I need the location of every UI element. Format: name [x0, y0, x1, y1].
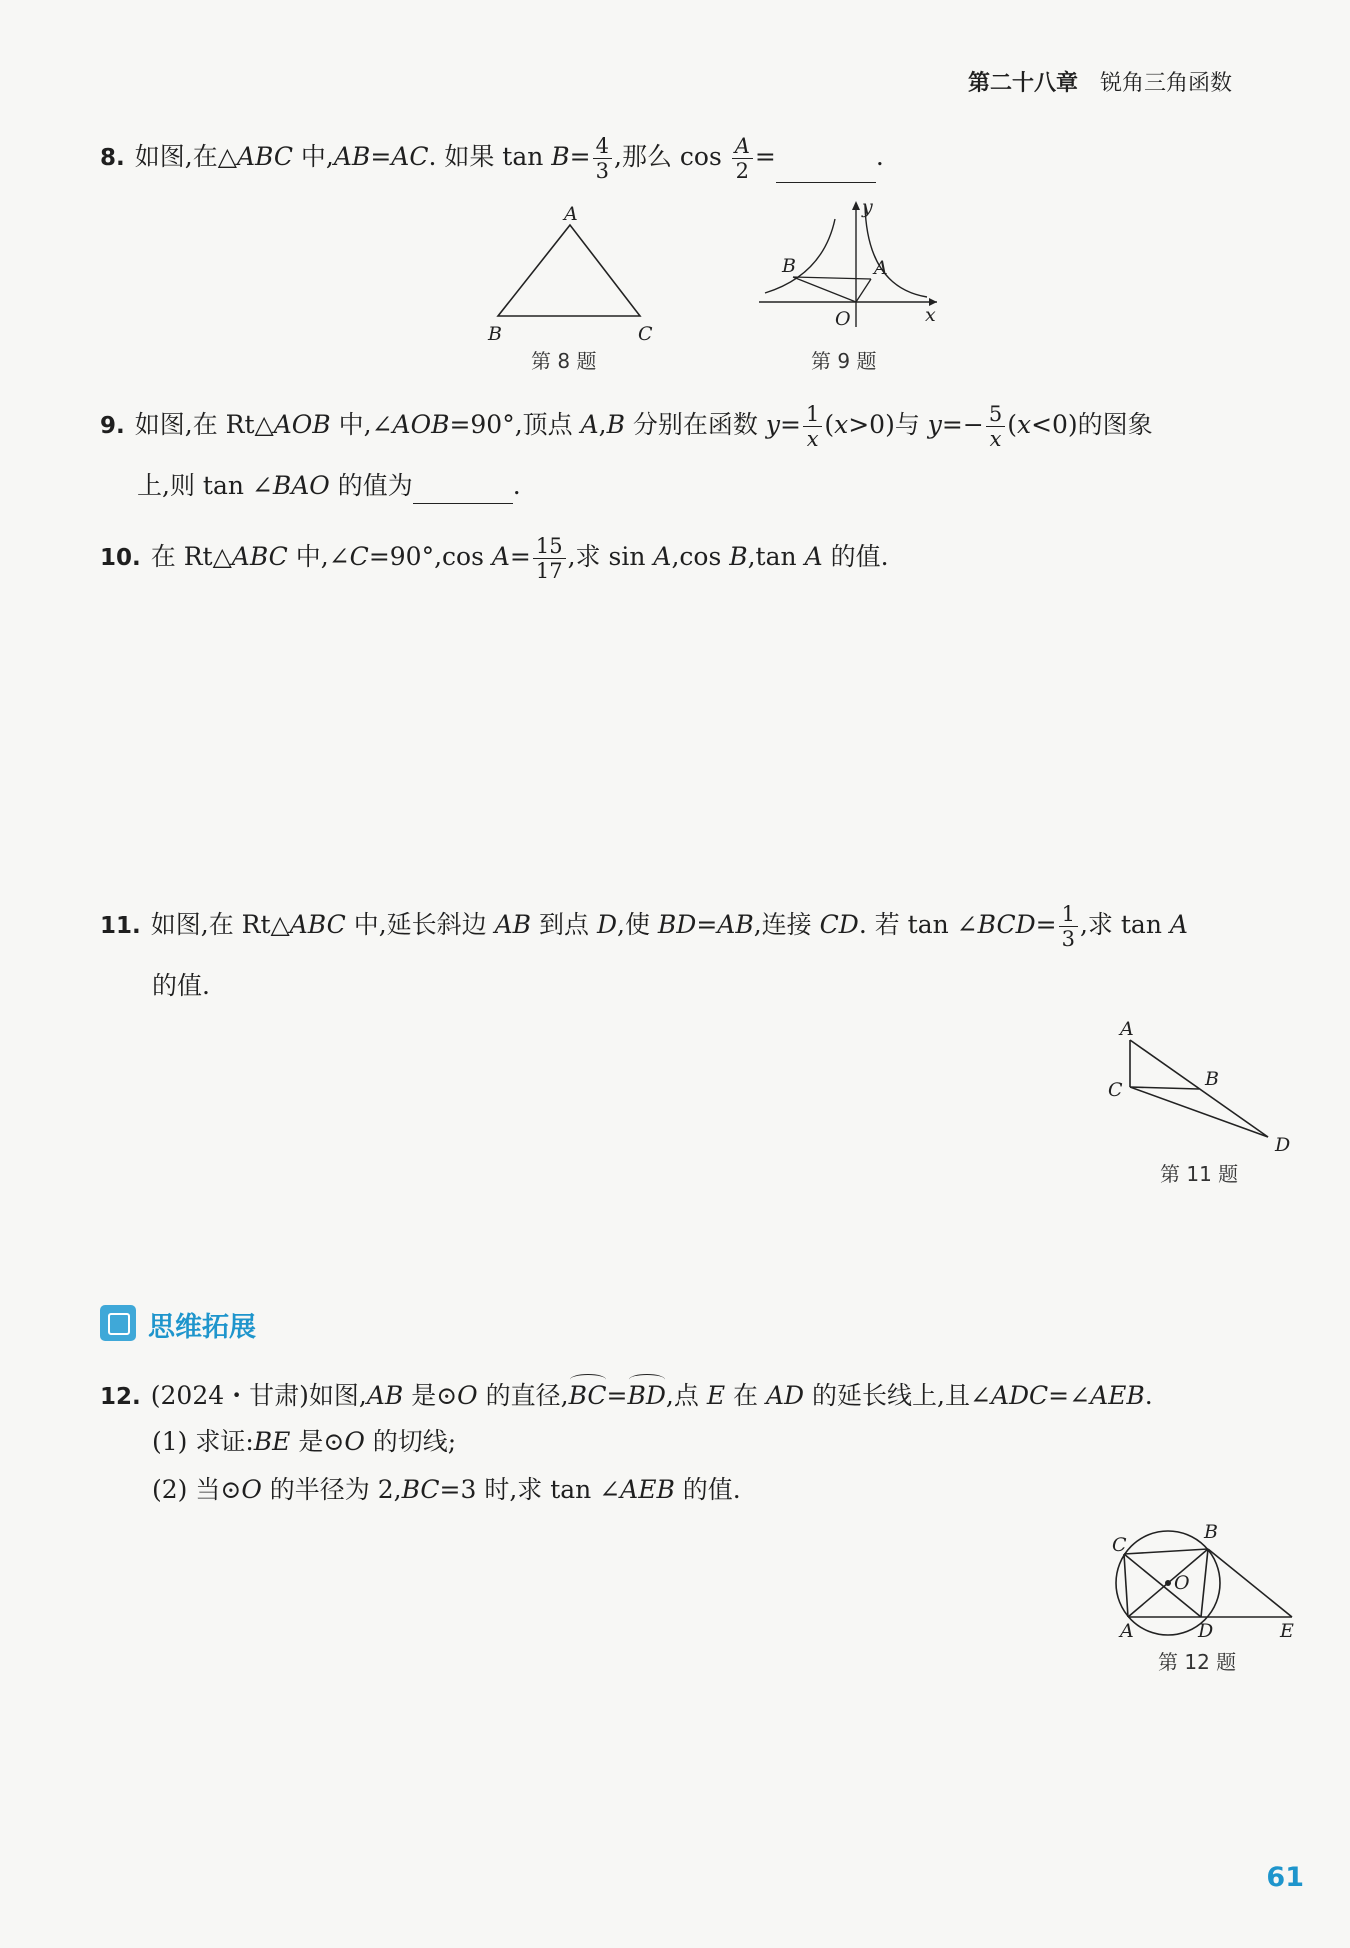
math-var: AEB [620, 1475, 675, 1504]
text: <0)的图象 [1031, 410, 1153, 439]
text: 如图,在△ [134, 142, 237, 171]
math-var: AB [333, 142, 371, 171]
numerator: 1 [803, 402, 822, 427]
figure-9 [755, 195, 945, 373]
label-a: A [564, 203, 578, 225]
label-a: A [874, 257, 888, 279]
text: 是⊙ [290, 1427, 345, 1456]
math-var: A [491, 542, 510, 571]
label-o: O [835, 308, 851, 330]
label-d: D [1198, 1620, 1214, 1642]
math-var: E [706, 1381, 726, 1410]
text: ( [824, 410, 835, 439]
figure-caption: 第 12 题 [1158, 1650, 1237, 1674]
math-var: BE [253, 1427, 291, 1456]
figure-caption: 第 8 题 [531, 349, 597, 373]
text: ,连接 [753, 910, 820, 939]
text: (1) 求证: [152, 1427, 254, 1456]
text: = [696, 910, 718, 939]
label-a: A [1120, 1018, 1134, 1040]
math-var: B [606, 410, 625, 439]
label-c: C [1108, 1079, 1123, 1101]
math-var: ABC [289, 910, 346, 939]
math-var: C [349, 542, 369, 571]
math-var: D [596, 910, 618, 939]
math-var: AC [391, 142, 429, 171]
question-8 [100, 134, 884, 183]
arc-bc: BC [569, 1378, 607, 1414]
text: 中, [292, 142, 334, 171]
text: 如图,在 Rt△ [150, 910, 290, 939]
curve-right [865, 205, 927, 297]
chapter-header [968, 66, 1232, 97]
numerator: A [732, 134, 753, 159]
label-e: E [1280, 1620, 1294, 1642]
math-var: A [804, 542, 823, 571]
label-b: B [488, 323, 502, 345]
denominator: x [989, 427, 1002, 451]
question-10 [100, 534, 889, 583]
text: 上,则 tan ∠ [137, 471, 273, 500]
text: >0)与 [848, 410, 928, 439]
answer-blank[interactable] [776, 156, 876, 183]
math-var: B [729, 542, 748, 571]
label-o: O [1174, 1572, 1190, 1594]
curve-left [765, 219, 835, 293]
math-var: B [551, 142, 570, 171]
label-b: B [782, 255, 796, 277]
question-number: 12. [100, 1384, 141, 1410]
math-var: AB [494, 910, 532, 939]
figure-caption: 第 11 题 [1160, 1162, 1239, 1186]
text: = [509, 542, 531, 571]
text: = [780, 410, 801, 439]
arc-bd: BD [628, 1378, 666, 1414]
text: =∠ [1048, 1381, 1091, 1410]
denominator: x [806, 427, 819, 451]
question-11-line-2: 的值. [152, 971, 210, 1000]
text: ,求 sin [567, 542, 654, 571]
math-var: A [580, 410, 599, 439]
text: ,使 [617, 910, 658, 939]
text: = [754, 142, 776, 171]
text: 在 [725, 1381, 766, 1410]
question-number: 11. [100, 913, 141, 939]
section-icon [100, 1305, 136, 1341]
math-var: y [765, 410, 781, 439]
text: 的直径, [477, 1381, 569, 1410]
text: . [875, 142, 884, 171]
answer-blank[interactable] [413, 477, 513, 504]
figure-12 [1100, 1510, 1310, 1674]
question-11 [100, 902, 1188, 951]
text: = [569, 142, 591, 171]
text: ,tan [747, 542, 805, 571]
figure-11 [1100, 1015, 1300, 1186]
center-o [1165, 1580, 1171, 1586]
numerator: 1 [1059, 902, 1078, 927]
label-d: D [1275, 1134, 1291, 1156]
math-var: O [241, 1475, 262, 1504]
text: (2) 当⊙ [152, 1475, 242, 1504]
denominator: 3 [1061, 927, 1075, 951]
segment-cb [1130, 1087, 1199, 1089]
text: 的半径为 2, [261, 1475, 402, 1504]
text: =90°,顶点 [449, 410, 581, 439]
fraction [1059, 902, 1078, 951]
text: 如图,在 Rt△ [134, 410, 274, 439]
math-var: AB [366, 1381, 404, 1410]
fraction [533, 534, 566, 583]
text: =− [941, 410, 984, 439]
text: ,那么 cos [614, 142, 730, 171]
hyperbola-diagram [755, 195, 945, 330]
math-var: x [834, 410, 849, 439]
numerator: 4 [593, 134, 612, 159]
text: , [598, 410, 607, 439]
text: . 若 tan ∠ [858, 910, 978, 939]
text: ,求 tan [1079, 910, 1170, 939]
label-y: y [862, 196, 873, 218]
text: 的切线; [364, 1427, 457, 1456]
fraction [593, 134, 612, 183]
section-title: 思维拓展 [148, 1312, 256, 1343]
denominator: 3 [595, 159, 609, 183]
text: ,cos [671, 542, 730, 571]
segment-ab [793, 277, 871, 279]
text: 中,延长斜边 [345, 910, 495, 939]
text: 的值. [822, 542, 889, 571]
numerator: 15 [533, 534, 566, 559]
text: . [1144, 1381, 1153, 1410]
question-number: 8. [100, 145, 125, 171]
question-12-part-2 [152, 1472, 741, 1508]
fraction [986, 402, 1005, 451]
text: 在 Rt△ [150, 542, 232, 571]
figure-caption: 第 9 题 [811, 349, 877, 373]
question-number: 9. [100, 413, 125, 439]
label-b: B [1205, 1068, 1219, 1090]
segment-oa [856, 279, 871, 302]
fraction [732, 134, 753, 183]
segment-ad [1130, 1040, 1268, 1137]
question-9 [100, 402, 1153, 451]
math-var: BD [657, 910, 697, 939]
text: . 如果 tan [428, 142, 552, 171]
math-var: ADC [990, 1381, 1049, 1410]
text: =90°,cos [368, 542, 492, 571]
numerator: 5 [986, 402, 1005, 427]
segment-ob [793, 277, 856, 302]
triangle-extension-diagram [1100, 1015, 1300, 1155]
text: ( [1007, 410, 1017, 439]
math-var: BC [401, 1475, 440, 1504]
text: 分别在函数 [624, 410, 766, 439]
text: 是⊙ [403, 1381, 458, 1410]
text: (2024・甘肃)如图, [150, 1381, 367, 1410]
text: 的值. [674, 1475, 741, 1504]
chord-bd [1201, 1549, 1208, 1617]
circle-tangent-diagram [1100, 1510, 1310, 1645]
math-var: AEB [1090, 1381, 1145, 1410]
page-number: 61 [1266, 1862, 1304, 1893]
label-x: x [925, 304, 936, 326]
math-var: CD [819, 910, 859, 939]
text: =3 时,求 tan ∠ [439, 1475, 621, 1504]
label-c: C [638, 323, 653, 345]
math-var: O [457, 1381, 478, 1410]
triangle-diagram [480, 203, 660, 345]
math-var: BAO [272, 471, 330, 500]
segment-cd [1130, 1087, 1268, 1137]
label-a: A [1120, 1620, 1134, 1642]
text: 中,∠ [287, 542, 350, 571]
denominator: 17 [535, 559, 563, 583]
math-var: A [1169, 910, 1188, 939]
chord-bc [1124, 1549, 1208, 1554]
chapter-topic: 锐角三角函数 [1099, 71, 1232, 96]
math-var: AD [765, 1381, 805, 1410]
text: 的值为 [329, 471, 413, 500]
y-axis-arrow [852, 201, 860, 210]
text: 到点 [531, 910, 597, 939]
math-var: AOB [392, 410, 450, 439]
chord-ca [1124, 1554, 1128, 1617]
math-var: AB [717, 910, 754, 939]
text: 的延长线上,且∠ [804, 1381, 991, 1410]
question-9-line-2 [137, 468, 521, 504]
fraction [803, 402, 822, 451]
text: 中,∠ [330, 410, 393, 439]
question-12 [100, 1378, 1153, 1415]
question-number: 10. [100, 545, 141, 571]
text: = [606, 1381, 628, 1410]
figure-8 [480, 203, 660, 373]
math-var: ABC [231, 542, 288, 571]
chapter-label: 第二十八章 [967, 71, 1078, 96]
math-var: O [344, 1427, 365, 1456]
label-b: B [1204, 1521, 1218, 1543]
question-12-part-1 [152, 1424, 456, 1460]
math-var: y [927, 410, 942, 439]
math-var: A [653, 542, 672, 571]
text: ,点 [665, 1381, 707, 1410]
math-var: BCD [977, 910, 1036, 939]
math-var: ABC [236, 142, 293, 171]
denominator: 2 [735, 159, 749, 183]
text: = [1035, 910, 1057, 939]
text: = [370, 142, 392, 171]
text: . [512, 471, 521, 500]
triangle-abc [498, 225, 640, 316]
math-var: AOB [273, 410, 331, 439]
math-var: x [1016, 410, 1032, 439]
label-c: C [1112, 1534, 1127, 1556]
